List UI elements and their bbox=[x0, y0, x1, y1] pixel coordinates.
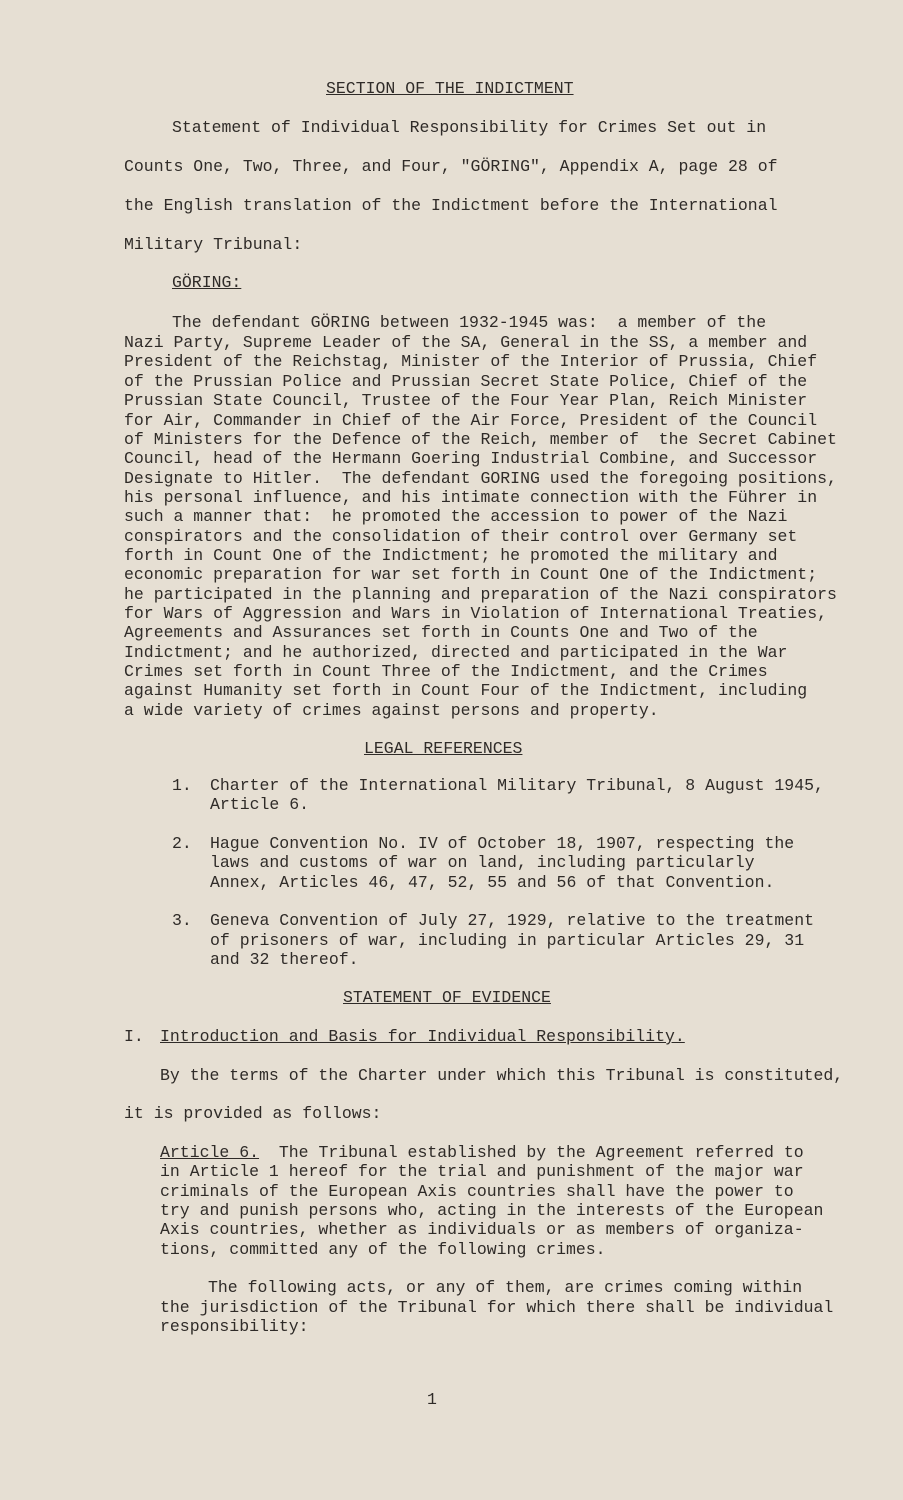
paragraph-line: his personal influence, and his intimate connection with the Führer in bbox=[124, 488, 818, 507]
reference-line: of prisoners of war, including in particular Articles 29, 31 bbox=[210, 931, 805, 950]
closing-line: The following acts, or any of them, are crimes coming within bbox=[208, 1278, 803, 1297]
defendant-heading: GÖRING: bbox=[172, 273, 242, 292]
paragraph-line: such a manner that: he promoted the accession to power of the Nazi bbox=[124, 507, 788, 526]
intro-line: it is provided as follows: bbox=[124, 1104, 382, 1123]
reference-number: 1. bbox=[172, 776, 192, 795]
article-first-line-rest: The Tribunal established by the Agreement referred to bbox=[259, 1143, 804, 1162]
reference-line: Geneva Convention of July 27, 1929, relative to the treatment bbox=[210, 911, 814, 930]
intro-line: Statement of Individual Responsibility for Crimes Set out in bbox=[172, 118, 767, 137]
intro-line: By the terms of the Charter under which this Tribunal is constituted, bbox=[160, 1066, 844, 1085]
section-heading: Introduction and Basis for Individual Responsibility. bbox=[160, 1027, 685, 1046]
closing-line: responsibility: bbox=[160, 1317, 309, 1336]
closing-line: the jurisdiction of the Tribunal for which there shall be individual bbox=[160, 1298, 834, 1317]
page-number: 1 bbox=[427, 1390, 437, 1409]
reference-line: Hague Convention No. IV of October 18, 1907, respecting the bbox=[210, 834, 795, 853]
intro-line: the English translation of the Indictment before the International bbox=[124, 196, 778, 215]
paragraph-line: Indictment; and he authorized, directed and participated in the War bbox=[124, 643, 788, 662]
intro-line: Counts One, Two, Three, and Four, "GÖRING", Appendix A, page 28 of bbox=[124, 157, 778, 176]
article-line: tions, committed any of the following crimes. bbox=[160, 1240, 606, 1259]
paragraph-line: Council, head of the Hermann Goering Industrial Combine, and Successor bbox=[124, 449, 818, 468]
reference-number: 3. bbox=[172, 911, 192, 930]
paragraph-line: for Wars of Aggression and Wars in Violation of International Treaties, bbox=[124, 604, 828, 623]
paragraph-line: conspirators and the consolidation of their control over Germany set bbox=[124, 527, 798, 546]
paragraph-line: he participated in the planning and preparation of the Nazi conspirators bbox=[124, 585, 837, 604]
paragraph-line: against Humanity set forth in Count Four of the Indictment, including bbox=[124, 681, 808, 700]
intro-line: Military Tribunal: bbox=[124, 235, 303, 254]
paragraph-line: Nazi Party, Supreme Leader of the SA, General in the SS, a member and bbox=[124, 333, 808, 352]
paragraph-line: Agreements and Assurances set forth in Counts One and Two of the bbox=[124, 623, 758, 642]
paragraph-line: for Air, Commander in Chief of the Air Force, President of the Council bbox=[124, 411, 818, 430]
paragraph-line: of the Prussian Police and Prussian Secret State Police, Chief of the bbox=[124, 372, 808, 391]
legal-references-heading: LEGAL REFERENCES bbox=[364, 739, 523, 758]
reference-line: Annex, Articles 46, 47, 52, 55 and 56 of that Convention. bbox=[210, 873, 775, 892]
paragraph-line: economic preparation for war set forth in Count One of the Indictment; bbox=[124, 565, 818, 584]
paragraph-line: President of the Reichstag, Minister of the Interior of Prussia, Chief bbox=[124, 352, 818, 371]
paragraph-line: a wide variety of crimes against persons and property. bbox=[124, 701, 659, 720]
section-number: I. bbox=[124, 1027, 144, 1046]
section-title: SECTION OF THE INDICTMENT bbox=[326, 79, 574, 98]
article-line: in Article 1 hereof for the trial and punishment of the major war bbox=[160, 1162, 804, 1181]
statement-of-evidence-heading: STATEMENT OF EVIDENCE bbox=[343, 988, 551, 1007]
paragraph-line: The defendant GÖRING between 1932-1945 was: a member of the bbox=[172, 313, 767, 332]
article-first-line bbox=[160, 1143, 804, 1162]
paragraph-line: Prussian State Council, Trustee of the Four Year Plan, Reich Minister bbox=[124, 391, 808, 410]
article-line: Axis countries, whether as individuals or as members of organiza- bbox=[160, 1220, 804, 1239]
article-line: criminals of the European Axis countries shall have the power to bbox=[160, 1182, 794, 1201]
reference-number: 2. bbox=[172, 834, 192, 853]
article-line: try and punish persons who, acting in the interests of the European bbox=[160, 1201, 824, 1220]
reference-line: and 32 thereof. bbox=[210, 950, 359, 969]
reference-line: laws and customs of war on land, including particularly bbox=[210, 853, 755, 872]
reference-line: Article 6. bbox=[210, 795, 310, 814]
paragraph-line: forth in Count One of the Indictment; he promoted the military and bbox=[124, 546, 778, 565]
paragraph-line: of Ministers for the Defence of the Reich, member of the Secret Cabinet bbox=[124, 430, 837, 449]
paragraph-line: Crimes set forth in Count Three of the Indictment, and the Crimes bbox=[124, 662, 768, 681]
article-label: Article 6. bbox=[160, 1143, 260, 1162]
paragraph-line: Designate to Hitler. The defendant GORING used the foregoing positions, bbox=[124, 469, 837, 488]
reference-line: Charter of the International Military Tribunal, 8 August 1945, bbox=[210, 776, 824, 795]
